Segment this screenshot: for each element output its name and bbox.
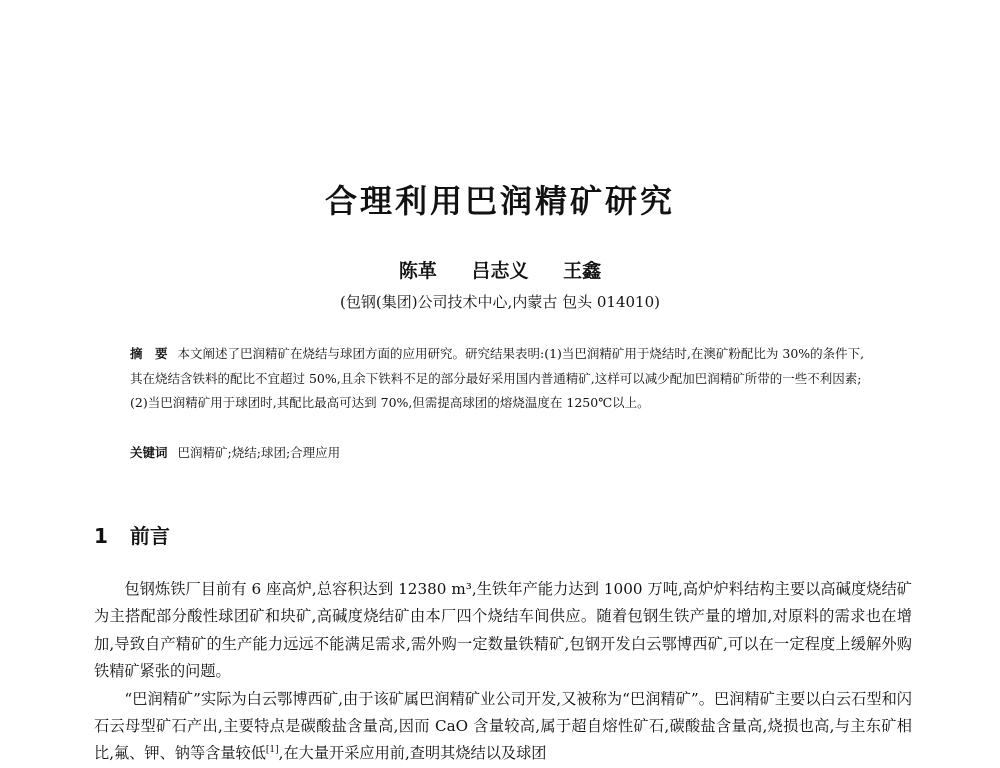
keywords-label: 关键词	[130, 445, 168, 460]
keywords-text: 巴润精矿;烧结;球团;合理应用	[177, 445, 341, 460]
author-list	[0, 256, 1000, 283]
paragraph	[94, 576, 912, 686]
author-name: 吕志义	[471, 260, 529, 282]
section-title: 前言	[129, 524, 170, 548]
body-text	[94, 576, 912, 768]
keywords	[130, 441, 875, 465]
abstract	[130, 342, 875, 416]
author-name: 陈革	[398, 260, 437, 282]
paragraph-text: ,在大量开采应用前,查明其烧结以及球团	[278, 744, 547, 763]
abstract-text: 本文阐述了巴润精矿在烧结与球团方面的应用研究。研究结果表明:(1)当巴润精矿用于烧结时,在澳矿粉配比为 30%的条件下,其在烧结含铁料的配比不宜超过 50%,且余下铁料不足的部分最好采用国内普通精矿,这样可以减少配加巴润精矿所带的一些不利因素;(2)当巴润精矿用于球团时,其配比最高可达到 70%,但需提高球团的熔烧温度在 1250℃以上。	[130, 346, 865, 410]
paragraph	[94, 686, 912, 768]
paper-title: 合理利用巴润精矿研究	[324, 182, 675, 220]
affiliation: (包钢(集团)公司技术中心,内蒙古 包头 014010)	[340, 293, 660, 311]
paragraph-text: “巴润精矿”实际为白云鄂博西矿,由于该矿属巴润精矿业公司开发,又被称为“巴润精矿”。巴润精矿主要以白云石型和闪石云母型矿石产出,主要特点是碳酸盐含量高,因而 CaO 含量较高,属于超自熔性矿石,碳酸盐含量高,烧损也高,与主东矿相比,氟、钾、钠等含量较低	[94, 689, 912, 763]
paragraph-text: 包钢炼铁厂目前有 6 座高炉,总容积达到 12380 m³,生铁年产能力达到 1000 万吨,高炉炉料结构主要以高碱度烧结矿为主搭配部分酸性球团矿和块矿,高碱度烧结矿由本厂四个烧结车间供应。随着包钢生铁产量的增加,对原料的需求也在增加,导致自产精矿的生产能力远远不能满足需求,需外购一定数量铁精矿,包钢开发白云鄂博西矿,可以在一定程度上缓解外购铁精矿紧张的问题。	[94, 580, 912, 681]
citation-ref: [1]	[265, 745, 279, 756]
author-name: 王鑫	[563, 260, 602, 282]
abstract-label: 摘 要	[130, 346, 168, 361]
section-number: 1	[94, 524, 108, 548]
section-heading	[94, 520, 170, 549]
